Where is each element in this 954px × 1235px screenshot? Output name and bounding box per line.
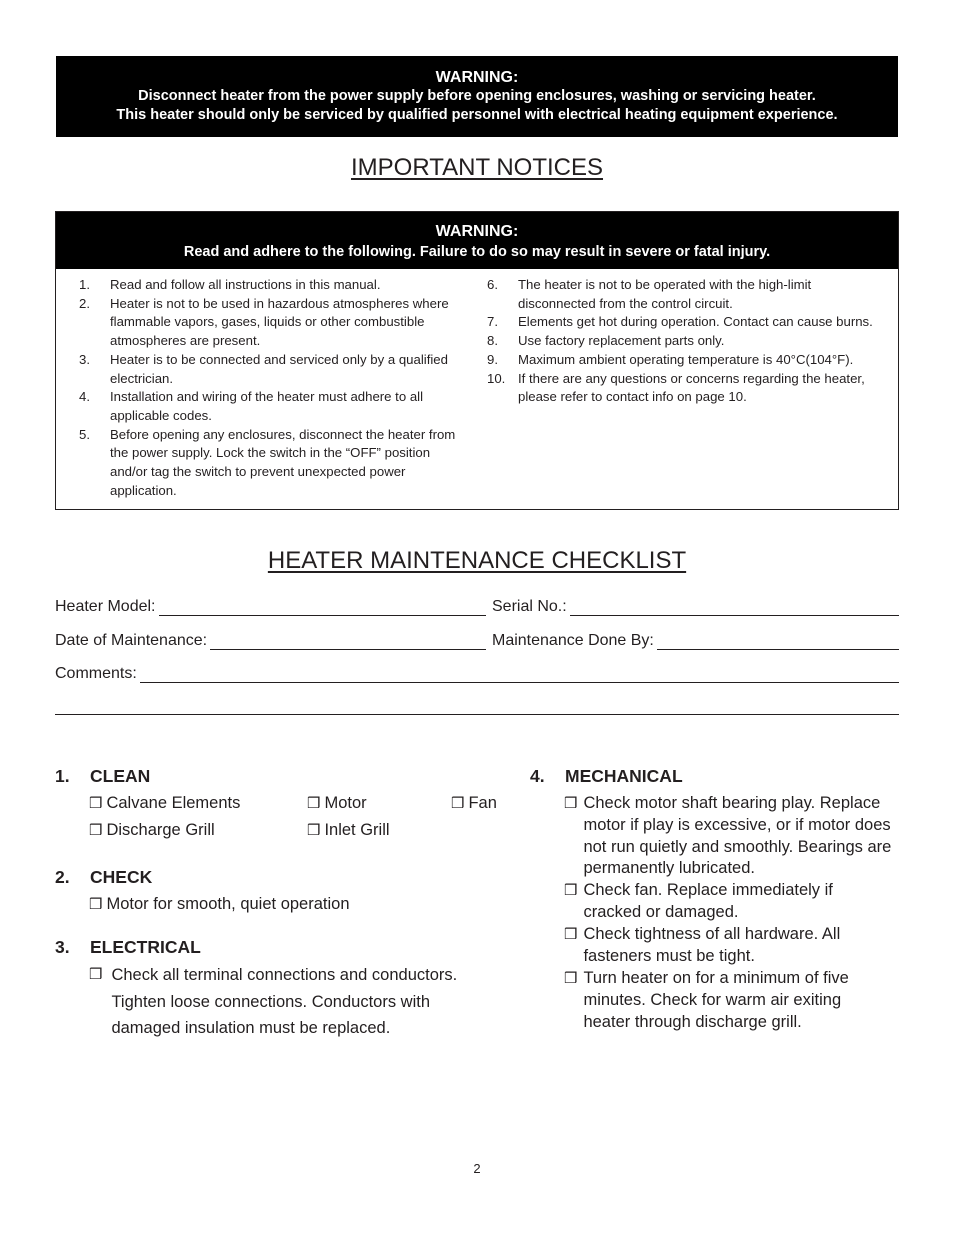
notice-number: 3. <box>79 351 90 367</box>
notice-text: Use factory replacement parts only. <box>518 333 725 349</box>
notice-text: Installation and wiring of the heater must adhere to all applicable codes. <box>110 389 424 423</box>
notice-number: 4. <box>79 389 90 405</box>
maintenance-by-label: Maintenance Done By: <box>492 632 654 649</box>
maintenance-date-label: Date of Maintenance: <box>55 632 208 649</box>
notice-text: If there are any questions or concerns regarding the heater, please refer to contact info on page 10. <box>518 370 865 405</box>
notice-text: Elements get hot during operation. Contact can cause burns. <box>518 314 873 330</box>
notice-item <box>487 313 887 332</box>
warning-line-1: Disconnect heater from the power supply before opening enclosures, washing or servicing heater. <box>138 88 816 104</box>
notice-number: 6. <box>487 277 498 292</box>
checkbox-icon[interactable]: ❒ <box>89 966 103 983</box>
notice-number: 7. <box>487 314 498 330</box>
comments-line[interactable] <box>140 667 899 683</box>
checkbox-icon[interactable]: ❒ <box>451 795 465 812</box>
notice-item <box>79 276 459 295</box>
checkbox-icon[interactable]: ❒ <box>564 970 578 987</box>
section-number: 1. <box>55 766 70 786</box>
warning-banner-top <box>56 56 898 137</box>
heater-model-label: Heater Model: <box>55 598 156 615</box>
checkbox-check-fan[interactable] <box>564 880 864 924</box>
checkbox-hardware-tightness[interactable] <box>564 924 864 968</box>
serial-no-label: Serial No.: <box>492 598 567 615</box>
checkbox-label: Check tightness of all hardware. All fasteners must be tight. <box>583 925 841 965</box>
notice-text: Heater is to be connected and serviced only by a qualified electrician. <box>110 351 448 386</box>
checkbox-motor[interactable] <box>307 794 367 813</box>
notice-number: 2. <box>79 295 90 311</box>
warning-title: WARNING: <box>435 69 519 86</box>
checkbox-label: Fan <box>468 794 497 812</box>
serial-no-line[interactable] <box>570 600 899 616</box>
checkbox-inlet-grill[interactable] <box>307 821 390 840</box>
section-clean-heading <box>55 766 150 787</box>
maintenance-date-line[interactable] <box>210 634 486 650</box>
notice-text: Read and follow all instructions in this manual. <box>110 277 381 292</box>
section-check-heading <box>55 867 152 888</box>
notice-warning-header <box>56 212 898 269</box>
notice-item <box>487 332 887 351</box>
maintenance-by-line[interactable] <box>657 634 899 650</box>
checkbox-label: Calvane Elements <box>106 794 241 812</box>
checkbox-discharge-grill[interactable] <box>89 821 215 840</box>
section-number: 3. <box>55 937 70 957</box>
checkbox-terminal-connections[interactable] <box>89 962 489 1042</box>
maintenance-by-field[interactable] <box>492 628 899 650</box>
checkbox-fan[interactable] <box>451 794 497 813</box>
checkbox-icon[interactable]: ❒ <box>89 896 103 913</box>
notice-item <box>79 351 459 388</box>
checkbox-label: Motor <box>324 794 367 812</box>
checkbox-label: Discharge Grill <box>106 821 215 839</box>
page-number: 2 <box>473 1161 481 1176</box>
checkbox-warm-air-test[interactable] <box>564 968 874 1033</box>
section-mechanical-heading <box>530 766 683 787</box>
important-notices-box <box>55 211 899 510</box>
notice-item <box>487 276 887 313</box>
checkbox-icon[interactable]: ❒ <box>307 822 321 839</box>
section-number: 2. <box>55 867 70 887</box>
checkbox-label: Check fan. Replace immediately if cracked or damaged. <box>583 881 833 921</box>
section-title: CHECK <box>90 867 153 887</box>
notice-text: Before opening any enclosures, disconnect the heater from the power supply. Lock the switch in the “OFF” position and/or tag the switch to prevent unexpected power application. <box>110 426 456 498</box>
serial-no-field[interactable] <box>492 594 899 616</box>
checkbox-label: Inlet Grill <box>324 821 390 839</box>
checkbox-icon[interactable]: ❒ <box>89 795 103 812</box>
checkbox-icon[interactable]: ❒ <box>564 882 578 899</box>
notice-item <box>79 426 459 501</box>
section-number: 4. <box>530 766 545 786</box>
checkbox-icon[interactable]: ❒ <box>89 822 103 839</box>
heater-model-line[interactable] <box>159 600 487 616</box>
checkbox-motor-operation[interactable] <box>89 895 350 914</box>
section-title: MECHANICAL <box>565 766 683 786</box>
notice-text: The heater is not to be operated with the high-limit disconnected from the control circuit. <box>518 277 812 311</box>
checkbox-label: Check motor shaft bearing play. Replace motor if play is excessive, or if motor does not run quietly and smoothly. Bearings are permanently lubricated. <box>583 794 892 878</box>
comments-label: Comments: <box>55 665 137 682</box>
section-title: ELECTRICAL <box>90 937 201 957</box>
notice-item <box>487 351 887 370</box>
notice-warning-text: Read and adhere to the following. Failure to do so may result in severe or fatal injury. <box>183 244 771 260</box>
checklist-title: HEATER MAINTENANCE CHECKLIST <box>267 547 687 574</box>
checkbox-motor-bearing[interactable] <box>564 793 899 880</box>
notice-text: Maximum ambient operating temperature is 40°C(104°F). <box>518 351 854 367</box>
notice-number: 8. <box>487 333 498 349</box>
notice-warning-title: WARNING: <box>435 223 519 240</box>
notice-number: 10. <box>487 370 506 386</box>
comments-line-2[interactable] <box>55 714 899 715</box>
notice-item <box>487 370 887 407</box>
checkbox-calvane-elements[interactable] <box>89 794 240 813</box>
checkbox-icon[interactable]: ❒ <box>564 926 578 943</box>
heater-model-field[interactable] <box>55 594 486 616</box>
maintenance-date-field[interactable] <box>55 628 486 650</box>
notice-text: Heater is not to be used in hazardous atmospheres where flammable vapors, gases, liquids or other combustible atmospheres are present. <box>110 295 449 349</box>
section-title: CLEAN <box>90 766 151 786</box>
notice-item <box>79 295 459 351</box>
notice-number: 1. <box>79 277 90 292</box>
notice-item <box>79 388 459 425</box>
checkbox-label: Motor for smooth, quiet operation <box>106 895 350 913</box>
warning-line-2: This heater should only be serviced by qualified personnel with electrical heating equipment experience. <box>116 107 838 123</box>
notice-number: 9. <box>487 351 498 367</box>
important-notices-title: IMPORTANT NOTICES <box>350 154 604 181</box>
notice-number: 5. <box>79 426 90 442</box>
checkbox-icon[interactable]: ❒ <box>307 795 321 812</box>
notices-right-column <box>487 276 887 407</box>
comments-field[interactable] <box>55 661 899 683</box>
checkbox-icon[interactable]: ❒ <box>564 795 578 812</box>
checkbox-label: Check all terminal connections and conductors. Tighten loose connections. Conductors with damaged insulation must be replaced. <box>111 966 458 1038</box>
checkbox-label: Turn heater on for a minimum of five minutes. Check for warm air exiting heater through discharge grill. <box>583 969 849 1031</box>
section-electrical-heading <box>55 937 201 958</box>
notices-left-column <box>79 276 459 500</box>
